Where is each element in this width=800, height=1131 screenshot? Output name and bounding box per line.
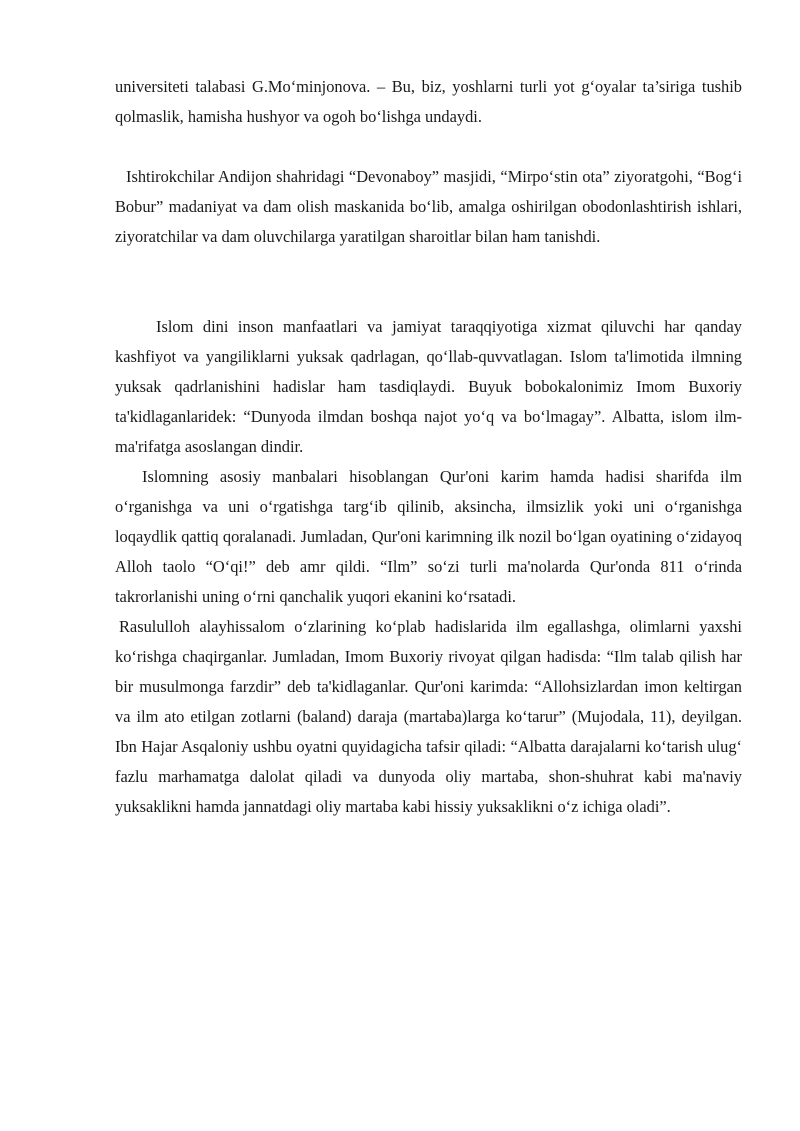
paragraph-3: Islom dini inson manfaatlari va jamiyat taraqqiyotiga xizmat qiluvchi har qanday kashfiyot va yangiliklarni yuksak qadrlagan, qo‘llab-quvvatlagan. Islom ta'limotida ilmning yuksak qadrlanishini hadislar ham tasdiqlaydi. Buyuk bobokalonimiz Imom Buxoriy ta'kidlaganlaridek: “Dunyoda ilmdan boshqa najot yo‘q va bo‘lmagay”. Albatta, islom ilm-ma'rifatga asoslangan dindir. <box>115 317 742 456</box>
paragraph-4: Islomning asosiy manbalari hisoblangan Qur'oni karim hamda hadisi sharifda ilm o‘rganishga va uni o‘rgatishga targ‘ib qilinib, aksincha, ilmsizlik yoki uni o‘rganishga loqaydlik qattiq qoralanadi. Jumladan, Qur'oni karimning ilk nozil bo‘lgan oyatining o‘zidayoq Alloh taolo “O‘qi!” deb amr qildi. “Ilm” so‘zi turli ma'nolarda Qur'onda 811 o‘rinda takrorlanishi uning o‘rni qanchalik yuqori ekanini ko‘rsatadi. <box>115 467 742 606</box>
paragraph-5: Rasululloh alayhissalom o‘zlarining ko‘plab hadislarida ilm egallashga, olimlarni yaxshi ko‘rishga chaqirganlar. Jumladan, Imom Buxoriy rivoyat qilgan hadisda: “Ilm talab qilish har bir musulmonga farzdir” deb ta'kidlaganlar. Qur'oni karimda: “Allohsizlardan imon keltirgan va ilm ato etilgan zotlarni (baland) daraja (martaba)larga ko‘tarur” (Mujodala, 11), deyilgan. Ibn Hajar Asqaloniy ushbu oyatni quyidagicha tafsir qiladi: “Albatta darajalarni ko‘tarish ulug‘ fazlu marhamatga dalolat qiladi va dunyoda oliy martaba, shon-shuhrat kabi ma'naviy yuksaklikni hamda jannatdagi oliy martaba kabi hissiy yuksaklikni o‘z ichiga oladi”. <box>115 617 742 816</box>
paragraph-1: universiteti talabasi G.Mo‘minjonova. – Bu, biz, yoshlarni turli yot g‘oyalar ta’siriga tushib qolmaslik, hamisha hushyor va ogoh bo‘lishga undaydi. <box>115 77 742 126</box>
document-page <box>115 72 742 822</box>
paragraph-2: Ishtirokchilar Andijon shahridagi “Devonaboy” masjidi, “Mirpo‘stin ota” ziyoratgohi, “Bog‘i Bobur” madaniyat va dam olish maskanida bo‘lib, amalga oshirilgan obodonlashtirish ishlari, ziyoratchilar va dam oluvchilarga yaratilgan sharoitlar bilan ham tanishdi. <box>115 167 742 246</box>
